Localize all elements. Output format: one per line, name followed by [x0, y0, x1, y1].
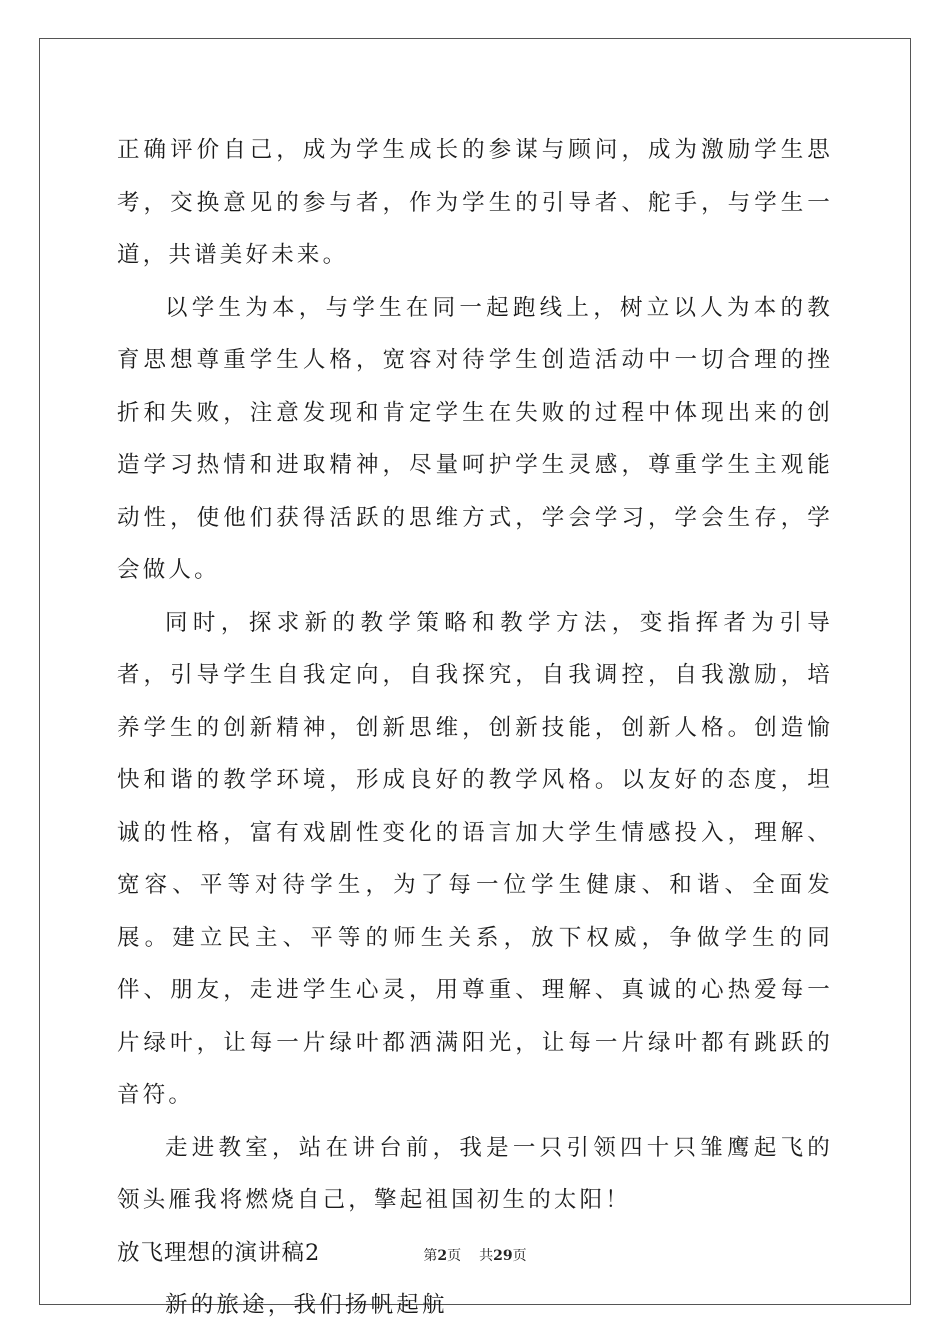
paragraph-1: 正确评价自己，成为学生成长的参谋与顾问，成为激励学生思考，交换意见的参与者，作为学生的引导者、舵手，与学生一道，共谱美好未来。: [117, 137, 833, 268]
total-prefix: 共: [479, 1248, 494, 1264]
page-footer: [0, 1246, 950, 1266]
page-number: 2: [437, 1248, 448, 1264]
total-suffix: 页: [512, 1248, 527, 1264]
paragraph-4: 走进教室，站在讲台前，我是一只引领四十只雏鹰起飞的领头雁我将燃烧自己，擎起祖国初生的太阳！: [117, 1134, 833, 1213]
page-prefix: 第: [423, 1248, 438, 1264]
section-title: 放飞理想的演讲稿2: [117, 1239, 321, 1266]
total-pages: 29: [493, 1248, 513, 1264]
page-suffix: 页: [447, 1248, 462, 1264]
paragraph-2: 以学生为本，与学生在同一起跑线上，树立以人为本的教育思想尊重学生人格，宽容对待学生创造活动中一切合理的挫折和失败，注意发现和肯定学生在失败的过程中体现出来的创造学习热情和进取精神，尽量呵护学生灵感，尊重学生主观能动性，使他们获得活跃的思维方式，学会学习，学会生存，学会做人。: [117, 294, 833, 583]
section-first-line: 新的旅途，我们扬帆起航: [165, 1292, 448, 1318]
document-body: [117, 124, 833, 1332]
paragraph-3: 同时，探求新的教学策略和教学方法，变指挥者为引导者，引导学生自我定向，自我探究，自我调控，自我激励，培养学生的创新精神，创新思维，创新技能，创新人格。创造愉快和谐的教学环境，形成良好的教学风格。以友好的态度，坦诚的性格，富有戏剧性变化的语言加大学生情感投入，理解、宽容、平等对待学生，为了每一位学生健康、和谐、全面发展。建立民主、平等的师生关系，放下权威，争做学生的同伴、朋友，走进学生心灵，用尊重、理解、真诚的心热爱每一片绿叶，让每一片绿叶都洒满阳光，让每一片绿叶都有跳跃的音符。: [117, 609, 833, 1108]
